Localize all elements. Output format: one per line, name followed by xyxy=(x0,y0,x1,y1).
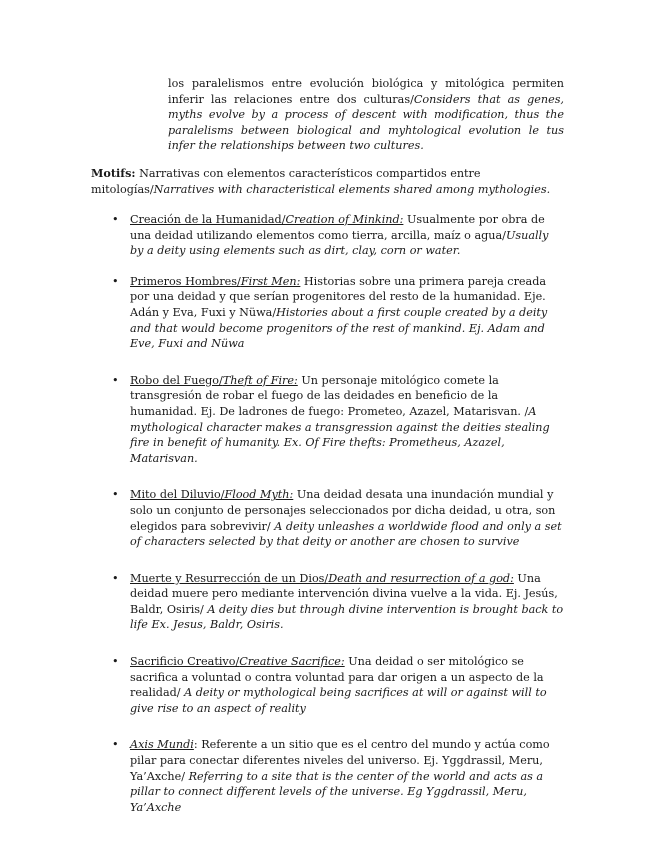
list-item-first-men xyxy=(112,274,564,352)
item-description-english: Referring to a site that is the center of the world and acts as a pillar to connect different levels of the universe. Eg Yggdrassil, Meru, Ya’Axche xyxy=(130,769,544,814)
intro-english-text: Considers that as genes, myths evolve by a process of descent with modification, thus the paralelisms between biological and myhtological evolution le tus infer the relationships between two cultures. xyxy=(168,92,564,153)
list-item-creative-sacrifice xyxy=(112,654,564,716)
motifs-paragraph xyxy=(91,166,561,197)
item-description-spanish: Una deidad desata una inundación mundial y solo un conjunto de personajes seleccionados por dicha deidad, u otra, son elegidos para sobrevivir/ xyxy=(130,488,556,533)
item-description-spanish: Usualmente por obra de una deidad utilizando elementos como tierra, arcilla, maíz o agua/ xyxy=(130,213,545,242)
item-title-english: First Men: xyxy=(240,274,301,288)
item-description-english: Histories about a first couple created by a deity and that would become progenitors of the rest of mankind. Ej. Adam and Eve, Fuxi and Nüwa xyxy=(130,305,548,351)
item-description-spanish: Un personaje mitológico comete la transgresión de robar el fuego de las deidades en beneficio de la humanidad. Ej. De ladrones de fuego: Prometeo, Azazel, Matarisvan. / xyxy=(130,373,529,418)
item-description-english: A deity dies but through divine intervention is brought back to life Ex. Jesus, Baldr, Osiris. xyxy=(130,602,564,632)
item-description-english: A deity unleashes a worldwide flood and only a set of characters selected by that deity or another are chosen to survive xyxy=(130,519,562,549)
item-description-spanish: Una deidad muere pero mediante intervención divina vuelve a la vida. Ej. Jesús, Baldr, Osiris/ xyxy=(130,571,558,616)
list-item-axis-mundi xyxy=(112,737,564,815)
motifs-label: Motifs: xyxy=(91,166,136,180)
item-title-english: Flood Myth: xyxy=(224,488,294,502)
item-title-spanish: Muerte y Resurrección de un Dios/ xyxy=(130,571,329,585)
intro-spanish-text: los paralelismos entre evolución biológica y mitológica permiten inferir las relaciones entre dos culturas/ xyxy=(168,77,564,106)
list-item-theft-of-fire xyxy=(112,373,564,467)
item-description-spanish: Historias sobre una primera pareja creada por una deidad y que serían progenitores del resto de la humanidad. Eje. Adán y Eva, Fuxi y Nüwa/ xyxy=(130,274,547,319)
item-description-english: A mythological character makes a transgression against the deities stealing fire in benefit of humanity. Ex. Of Fire thefts: Prometheus, Azazel, Matarisvan. xyxy=(130,404,550,465)
motifs-list xyxy=(112,212,564,815)
item-title-spanish: Creación de la Humanidad/ xyxy=(130,213,286,226)
item-title-english: Creative Sacrifice: xyxy=(239,655,345,669)
item-description-english: Usually by a deity using elements such as dirt, clay, corn or water. xyxy=(130,228,549,258)
item-title-english: Theft of Fire: xyxy=(222,373,298,387)
list-item-creation-of-mankind xyxy=(112,212,564,259)
item-description-spanish: : Referente a un sitio que es el centro del mundo y actúa como pilar para conectar diferentes niveles del universo. Ej. Yggdrassil, Meru, Ya’Axche/ xyxy=(130,738,550,783)
item-title-spanish: Primeros Hombres/ xyxy=(130,274,241,288)
list-item-flood-myth xyxy=(112,487,564,549)
item-title-spanish: Sacrificio Creativo/ xyxy=(130,655,240,669)
intro-paragraph xyxy=(168,76,564,154)
item-title-english: Death and resurrection of a god: xyxy=(328,571,514,585)
motifs-spanish-text: Narrativas con elementos característicos compartidos entre mitologías/ xyxy=(91,167,481,196)
motifs-english-text: Narratives with characteristical elements shared among mythologies. xyxy=(153,182,551,196)
item-title-english: Axis Mundi xyxy=(130,738,194,752)
item-description-english: A deity or mythological being sacrifices at will or against will to give rise to an aspect of reality xyxy=(130,686,547,715)
item-title-spanish: Mito del Diluvio/ xyxy=(130,488,225,502)
item-title-english: Creation of Minkind: xyxy=(285,213,404,226)
item-title-spanish: Robo del Fuego/ xyxy=(130,373,223,387)
list-item-death-and-resurrection xyxy=(112,571,564,633)
item-description-spanish: Una deidad o ser mitológico se sacrifica a voluntad o contra voluntad para dar origen a un aspecto de la realidad/ xyxy=(130,655,544,700)
